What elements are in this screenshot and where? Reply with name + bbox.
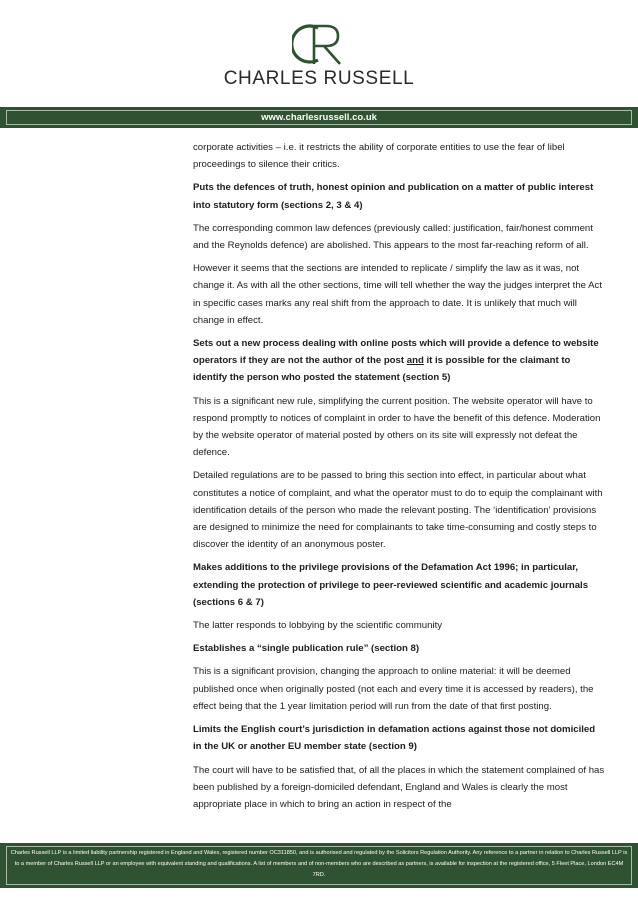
paragraph: corporate activities – i.e. it restricts the ability of corporate entities to use the fear of libel proceedings to silence their critics. bbox=[193, 142, 565, 171]
section-heading: Limits the English court’s jurisdiction in defamation actions against those not domiciled in the UK or another EU member state (section 9) bbox=[193, 724, 596, 753]
paragraph: The court will have to be satisfied that, of all the places in which the statement complained of has been published by a foreign-domiciled defendant, England and Wales is clearly the most appropriate place in which to bring an action in respect of the bbox=[193, 764, 605, 810]
paragraph: This is a significant provision, changing the approach to online material: it will be deemed published once when originally posted (not each and every time it is accessed by readers), the effect being that the 1 year limitation period will run from the date of that first posting. bbox=[193, 666, 594, 712]
paragraph: However it seems that the sections are intended to replicate / simplify the law as it was, not change it. As with all the other sections, time will tell whether the way the judges interpret the Act in specific cases marks any real shift from the approach to date. It is unlikely that much will change in effect. bbox=[193, 263, 603, 326]
heading-text: Sets out a new process dealing with online posts which will provide a defence to website operators if they are not the author of the post bbox=[193, 338, 599, 367]
paragraph: The corresponding common law defences (previously called: justification, fair/honest comment and the Reynolds defence) are abolished. This appears to the most far-reaching reform of all. bbox=[193, 222, 593, 252]
paragraph: Detailed regulations are to be passed to bring this section into effect, in particular about what constitutes a notice of complaint, and what the operator must to do to equip the complainant with identification details of the person who made the relevant posting. The ‘identification’ provisions are designed to minimize the need for complainants to take time-consuming and costly steps to discover the identity of an anonymous poster. bbox=[193, 470, 603, 551]
section-heading: Establishes a “single publication rule” (section 8) bbox=[193, 643, 420, 655]
section-heading bbox=[193, 335, 605, 387]
website-link[interactable]: www.charlesrussell.co.uk bbox=[261, 112, 377, 123]
underlined-word: and bbox=[406, 355, 424, 367]
footer-legal-text: Charles Russell LLP is a limited liability partnership registered in England and Wales, registered number OC311850, and is authorised and regulated by the Solicitors Regulation Authority. Any reference to a partner in relation to Charles Russell LLP is to a member of Charles Russell LLP or an employee with equivalent standing and qualifications. A list of members and of non-members who are described as partners, is available for inspection at the registered office, 5 Fleet Place, London EC4M 7RD. bbox=[10, 850, 628, 879]
heading-text: it is possible for the claimant to identify the person who posted the statement (section 5) bbox=[193, 355, 571, 384]
section-heading: Puts the defences of truth, honest opinion and publication on a matter of public interest into statutory form (sections 2, 3 & 4) bbox=[193, 182, 594, 211]
charles-russell-logo-mark bbox=[292, 20, 350, 68]
document-body bbox=[193, 139, 605, 819]
paragraph: The latter responds to lobbying by the scientific community bbox=[193, 620, 443, 632]
firm-name: CHARLES RUSSELL bbox=[223, 68, 415, 89]
section-heading: Makes additions to the privilege provisions of the Defamation Act 1996; in particular, extending the protection of privilege to peer-reviewed scientific and academic journals (sections 6 & 7) bbox=[193, 562, 589, 608]
paragraph: This is a significant new rule, simplifying the current position. The website operator will have to respond promptly to notices of complaint in order to have the benefit of this defence. Moderation by the website operator of material posted by others on its site will expressly not defeat the defence. bbox=[193, 395, 601, 459]
